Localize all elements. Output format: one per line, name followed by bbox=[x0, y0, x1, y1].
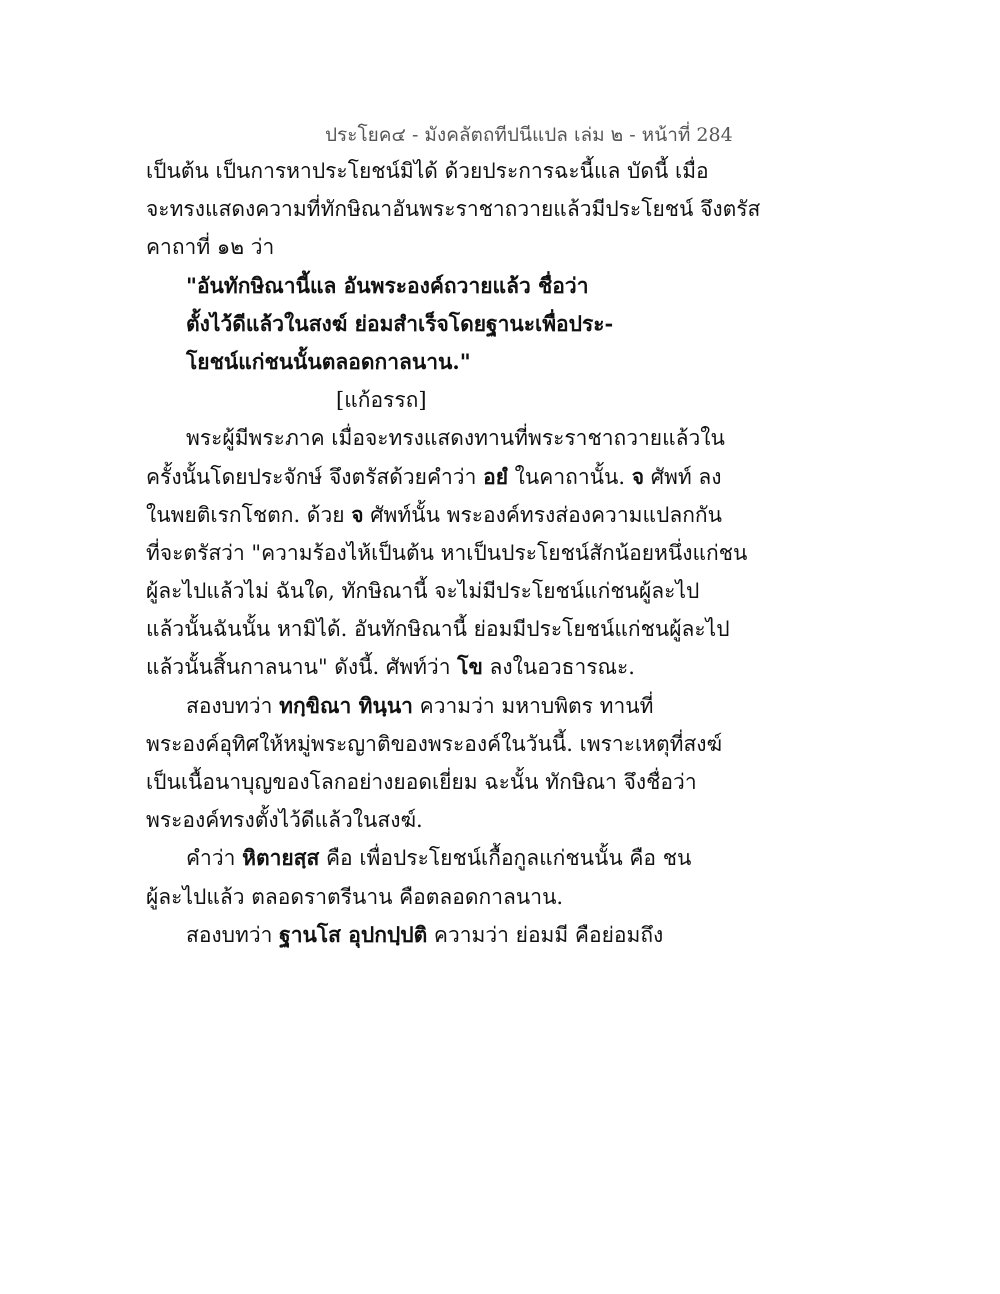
verse-line: "อันทักษิณานี้แล อันพระองค์ถวายแล้ว ชื่อว่า bbox=[186, 272, 589, 298]
text-run: ลงในอวธารณะ. bbox=[482, 655, 635, 680]
text-run: คำว่า bbox=[186, 846, 243, 871]
text-run: ความว่า ย่อมมี คือย่อมถึง bbox=[427, 922, 664, 947]
text-line bbox=[146, 458, 722, 496]
text-line bbox=[146, 648, 706, 686]
text-line: ผู้ละไปแล้ว ตลอดราตรีนาน คือตลอดกาลนาน. bbox=[146, 884, 564, 909]
text-line: จะทรงแสดงความที่ทักษิณาอันพระราชาถวายแล้วมีประโยชน์ จึงตรัส bbox=[146, 197, 761, 222]
verse-line: โยชน์แก่ชนนั้นตลอดกาลนาน." bbox=[186, 348, 471, 374]
text-run: สองบทว่า bbox=[186, 922, 280, 947]
text-run: ความว่า มหาบพิตร ทานที่ bbox=[412, 693, 654, 718]
text-run: ในพยติเรกโชตก. ด้วย bbox=[146, 502, 352, 527]
pali-term: โข bbox=[457, 654, 483, 680]
text-line: ผู้ละไปแล้วไม่ ฉันใด, ทักษิณานี้ จะไม่มีประโยชน์แก่ชนผู้ละไป bbox=[146, 579, 700, 604]
header-title: ประโยค๔ - มังคลัตถทีปนีแปล เล่ม ๒ - หน้าที่ 284 bbox=[325, 124, 733, 146]
pali-term: ฐานโส อุปกปฺปติ bbox=[279, 921, 428, 947]
text-line: แล้วนั้นฉันนั้น หามิได้. อันทักษิณานี้ ย่อมมีประโยชน์แก่ชนผู้ละไป bbox=[146, 617, 730, 642]
text-line: พระองค์อุทิศให้หมู่พระญาติของพระองค์ในวันนี้. เพราะเหตุที่สงฆ์ bbox=[146, 731, 723, 756]
text-line bbox=[146, 839, 706, 877]
text-run: ศัพท์นั้น พระองค์ทรงส่องความแปลกกัน bbox=[363, 502, 722, 527]
text-line: ที่จะตรัสว่า "ความร้องไห้เป็นต้น หาเป็นประโยชน์สักน้อยหนึ่งแก่ชน bbox=[146, 540, 748, 565]
section-heading: [แก้อรรถ] bbox=[336, 388, 427, 413]
text-line: เป็นต้น เป็นการหาประโยชน์มิได้ ด้วยประการฉะนี้แล บัดนี้ เมื่อ bbox=[146, 159, 709, 183]
text-run: สองบทว่า bbox=[186, 693, 280, 718]
pali-term: อยํ bbox=[483, 463, 508, 489]
text-line: พระผู้มีพระภาค เมื่อจะทรงแสดงทานที่พระราชาถวายแล้วใน bbox=[186, 426, 725, 451]
text-line: คาถาที่ ๑๒ ว่า bbox=[146, 235, 275, 260]
text-line: พระองค์ทรงตั้งไว้ดีแล้วในสงฆ์. bbox=[146, 808, 423, 833]
text-line: เป็นเนื้อนาบุญของโลกอย่างยอดเยี่ยม ฉะนั้น ทักษิณา จึงชื่อว่า bbox=[146, 770, 697, 794]
document-body bbox=[146, 152, 761, 954]
pali-term: จ bbox=[631, 463, 645, 489]
text-line bbox=[146, 687, 706, 725]
pali-term: ทกฺขิณา ทินฺนา bbox=[279, 692, 413, 718]
text-run: แล้วนั้นสิ้นกาลนาน" ดังนี้. ศัพท์ว่า bbox=[146, 655, 458, 680]
text-run: คือ เพื่อประโยชน์เกื้อกูลแก่ชนนั้น คือ ชน bbox=[319, 846, 692, 871]
pali-term: จ bbox=[351, 501, 364, 527]
verse-line: ตั้งไว้ดีแล้วในสงฆ์ ย่อมสำเร็จโดยฐานะเพื่อประ- bbox=[186, 310, 614, 336]
text-line bbox=[146, 496, 722, 534]
text-line bbox=[146, 916, 706, 954]
text-run: ครั้งนั้นโดยประจักษ์ จึงตรัสด้วยคำว่า bbox=[146, 464, 484, 489]
text-run: ศัพท์ ลง bbox=[644, 464, 722, 489]
pali-term: หิตายสฺส bbox=[242, 845, 320, 871]
text-run: ในคาถานั้น. bbox=[508, 464, 632, 489]
